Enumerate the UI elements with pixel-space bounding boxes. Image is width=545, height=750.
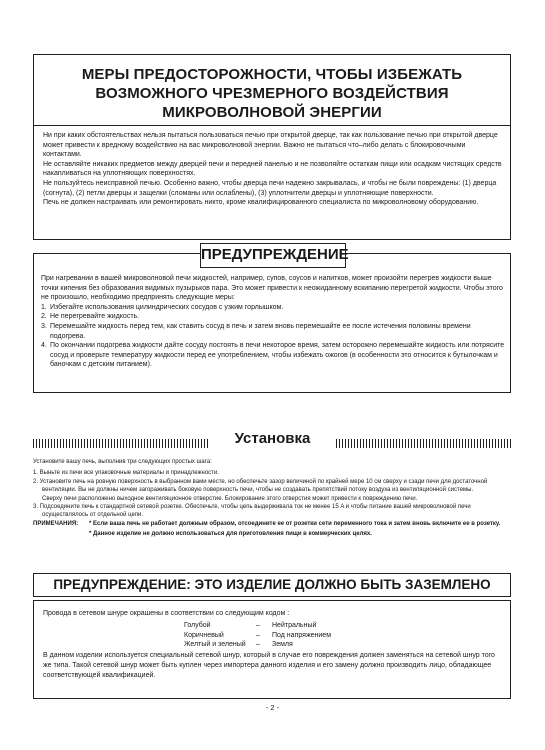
precautions-paragraph: Печь не должен настраивать или ремонтировать никто, кроме квалифицированного специалиста по микроволновому оборудованию.	[43, 199, 479, 207]
wire-dash: –	[256, 631, 260, 639]
precautions-title	[34, 55, 510, 126]
installation-notes	[33, 520, 507, 539]
list-text: Перемешайте жидкость перед тем, как ставить сосуд в печь и затем вновь перемешайте ее после истечения половины времени подогрева.	[50, 322, 471, 340]
list-item	[41, 322, 505, 341]
precautions-paragraph: Не пользуйтесь неисправной печью. Особенно важно, чтобы дверца печи надежно закрывалась, и чтобы не были повреждены: (1) дверца (согнута), (2) петли дверцы и защелки (сломаны или ослаблены), (3) уплотнители дверцы и уплотняющие поверхности.	[43, 179, 497, 197]
installation-step-note: Сверху печи расположено выходное вентиляционное отверстие. Блокирование этого отверстия может привести к повреждению печи.	[42, 495, 418, 502]
grounding-warning-title: ПРЕДУПРЕЖДЕНИЕ: ЭТО ИЗДЕЛИЕ ДОЛЖНО БЫТЬ ЗАЗЕМЛЕНО	[33, 573, 511, 597]
precautions-box	[33, 54, 511, 240]
note-item: * Если ваша печь не работает должным образом, отсоедините ее от розетки сети переменного тока и затем вновь включите ее в розетку.	[89, 520, 501, 527]
list-item	[41, 312, 505, 322]
grounding-box	[33, 600, 511, 699]
precautions-paragraph: Ни при каких обстоятельствах нельзя пытаться пользоваться печью при открытой дверце, так как пользование печью при открытой дверце может привести к вредному воздействию на вас микроволновой энергии. Важно не пытаться что–либо делать с блокировочными контактами.	[43, 132, 498, 159]
wire-color: Желтый и зеленый	[184, 641, 246, 649]
installation-body	[33, 458, 507, 539]
wire-row	[184, 621, 505, 631]
list-item	[41, 341, 505, 370]
installation-step: 1. Выньте из печи все упаковочные материалы и принадлежности.	[33, 470, 219, 477]
warning-intro: При нагревании в вашей микроволновой печи жидкостей, например, супов, соусов и напитков, может произойти перегрев жидкости выше точки кипения без образования видимых пузырьков пара. Это может привести к неожиданному вскипанию перегретой жидкости. Чтобы этого не произошло, необходимо предпринять следующие меры:	[41, 275, 503, 302]
wire-color: Коричневый	[184, 631, 224, 639]
wire-meaning: Нейтральный	[272, 621, 317, 629]
precautions-title-line: ВОЗМОЖНОГО ЧРЕЗМЕРНОГО ВОЗДЕЙСТВИЯ	[95, 85, 449, 102]
note-item: * Данное изделие не должно использоваться для приготовления пищи в коммерческих целях.	[89, 531, 372, 538]
grounding-body	[43, 609, 505, 681]
wire-dash: –	[256, 621, 260, 629]
list-item	[41, 303, 505, 313]
list-text: По окончании подогрева жидкости дайте сосуду постоять в печи некоторое время, затем осторожно перемешайте жидкость или потрясите сосуд и проверьте температуру жидкости перед ее употреблением, чтобы избежать ожогов (в особенности это относится к бутылочкам и баночкам с детским питанием).	[50, 342, 505, 369]
precautions-body	[43, 131, 505, 208]
wire-row	[184, 640, 505, 650]
list-number: 4.	[41, 342, 47, 350]
installation-title: Установка	[210, 427, 335, 451]
precautions-title-line: МЕРЫ ПРЕДОСТОРОЖНОСТИ, ЧТОБЫ ИЗБЕЖАТЬ	[81, 66, 463, 83]
grounding-intro: Провода в сетевом шнуре окрашены в соответствии со следующим кодом :	[43, 610, 290, 617]
wire-meaning: Под напряжением	[272, 631, 332, 639]
precautions-paragraph: Не оставляйте никаких предметов между дверцей печи и передней панелью и не позволяйте остаткам пищи или осадкам чистящих средств накапливаться на уплотняющих поверхностях.	[43, 160, 502, 178]
installation-intro: Установите вашу печь, выполнив три следующих простых шага:	[33, 459, 212, 465]
wire-color: Голубой	[184, 621, 211, 629]
warning-body	[41, 274, 505, 370]
wire-row	[184, 631, 505, 641]
installation-step: 2. Установите печь на ровную поверхность в выбранном вами месте, но обеспечьте зазор величиной по крайней мере 10 см сверху и сзади печи для достаточной вентиляции. Вы не должны ничем загораживать боковую поверхность печи, чтобы не создавать препятствий потоку воздуха из вентиляционной системы.	[33, 478, 488, 494]
list-number: 1.	[41, 303, 47, 311]
installation-step: 3. Подсоедините печь к стандартной сетевой розетке. Обеспечьте, чтобы цепь выдерживала ток не менее 15 A и чтобы питание вашей микроволновой печи осуществлялось от отдельной цепи.	[33, 504, 471, 519]
grounding-outro: В данном изделии используется специальный сетевой шнур, который в случае его повреждения должен заменяться на сетевой шнур того же типа. Такой сетевой шнур может быть куплен через импортера данного изделия и его замену должно производить лицо, обладающее соответствующей квалификацией.	[43, 652, 495, 679]
page-number: - 2 -	[265, 703, 280, 712]
wire-dash: –	[256, 641, 260, 649]
wire-meaning: Земля	[272, 641, 293, 649]
precautions-title-line: МИКРОВОЛНОВОЙ ЭНЕРГИИ	[162, 104, 382, 121]
warning-title: ПРЕДУПРЕЖДЕНИЕ	[200, 243, 346, 268]
notes-label: ПРИМЕЧАНИЯ:	[33, 520, 79, 527]
list-number: 2.	[41, 313, 47, 321]
warning-list	[41, 303, 505, 370]
wire-code-table	[184, 621, 505, 650]
list-text: Не перегревайте жидкость.	[50, 313, 140, 321]
warning-box	[33, 253, 511, 393]
list-text: Избегайте использования цилиндрических сосудов с узким горлышком.	[50, 303, 284, 311]
list-number: 3.	[41, 322, 47, 330]
